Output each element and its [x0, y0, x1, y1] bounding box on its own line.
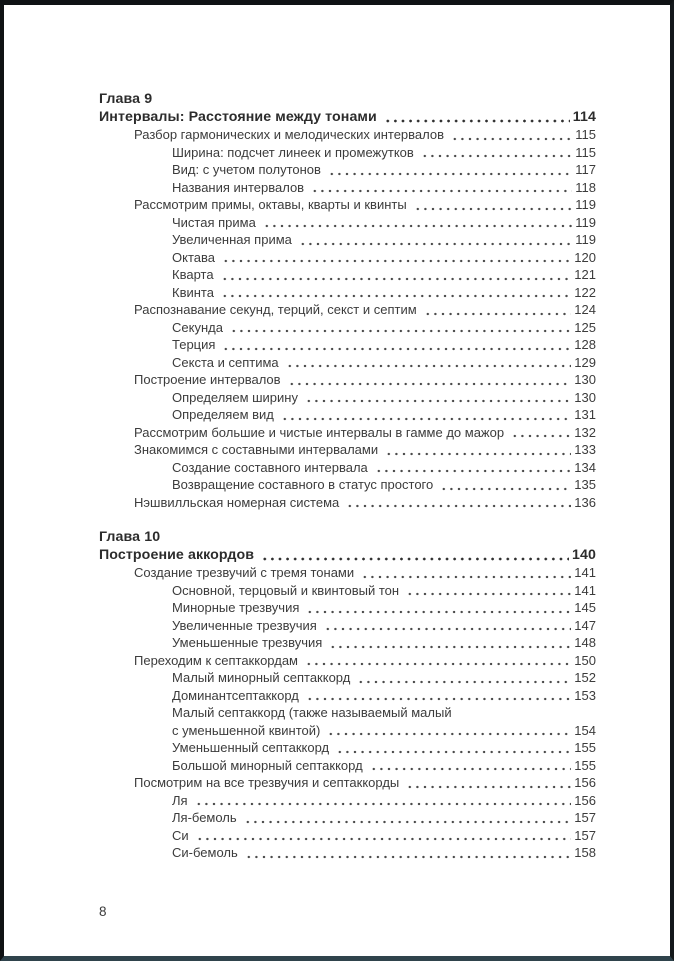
toc-entry	[99, 284, 596, 302]
entry-page-number: 125	[574, 319, 596, 335]
table-of-contents	[99, 91, 596, 862]
chapter-label	[99, 91, 596, 109]
toc-entry	[99, 459, 596, 477]
entry-title: Чистая прима	[172, 214, 256, 230]
dot-leader	[336, 749, 571, 755]
dot-leader	[281, 416, 571, 422]
entry-title: Построение интервалов	[134, 372, 281, 387]
entry-page-number: 115	[575, 127, 596, 142]
entry-title: Рассмотрим большие и чистые интервалы в гамме до мажор	[134, 424, 505, 440]
toc-entry	[99, 389, 596, 407]
entry-title: Определяем ширину	[172, 389, 298, 405]
toc-entry	[99, 722, 596, 740]
entry-title: Си	[172, 827, 189, 843]
dot-leader	[324, 626, 572, 632]
entry-title: Большой минорный септаккорд	[172, 757, 363, 773]
entry-title: Посмотрим на все трезвучия и септаккорды	[134, 775, 400, 790]
dot-leader	[263, 223, 572, 229]
entry-page-number: 121	[574, 267, 596, 282]
toc-entry	[99, 617, 596, 635]
dot-leader	[288, 381, 572, 387]
entry-title: Минорные трезвучия	[172, 600, 300, 615]
dot-leader	[424, 311, 572, 317]
entry-page-number: 153	[574, 687, 596, 703]
dot-leader	[329, 644, 571, 650]
toc-entry	[99, 827, 596, 845]
toc-entry	[99, 249, 596, 267]
toc-entry	[99, 214, 596, 232]
folio-page-number: 8	[99, 904, 107, 919]
entry-title: Возвращение составного в статус простого	[172, 477, 434, 492]
toc-entry	[99, 774, 596, 792]
entry-page-number: 133	[574, 442, 596, 457]
dot-leader	[221, 276, 572, 282]
toc-entry	[99, 266, 596, 284]
entry-page-number: 156	[574, 775, 596, 790]
toc-entry	[99, 371, 596, 389]
entry-page-number: 131	[574, 407, 596, 422]
entry-title: Секста и септима	[172, 354, 279, 370]
toc-entry	[99, 844, 596, 862]
toc-entry	[99, 476, 596, 494]
entry-page-number: 141	[574, 565, 596, 580]
entry-title: Секунда	[172, 319, 223, 335]
dot-leader	[346, 503, 571, 509]
dot-leader	[384, 118, 570, 124]
entry-page-number: 154	[574, 722, 596, 738]
dot-leader	[305, 398, 571, 404]
entry-title: Распознавание секунд, терций, секст и септим	[134, 302, 417, 317]
dot-leader	[440, 486, 571, 492]
toc-entry	[99, 336, 596, 354]
entry-page-number: 128	[574, 337, 596, 352]
dot-leader	[375, 468, 572, 474]
entry-page-number: 157	[574, 810, 596, 825]
entry-page-number: 148	[574, 635, 596, 650]
entry-title: Ля-бемоль	[172, 810, 237, 825]
entry-page-number: 130	[574, 389, 596, 405]
entry-title: Малый минорный септаккорд	[172, 670, 351, 685]
entry-title: Создание составного интервала	[172, 459, 368, 475]
dot-leader	[305, 661, 571, 667]
entry-title: Разбор гармонических и мелодических интервалов	[134, 127, 445, 142]
dot-leader	[286, 363, 572, 369]
entry-title: Вид: с учетом полутонов	[172, 162, 321, 177]
dot-leader	[327, 731, 571, 737]
entry-title: Создание трезвучий с тремя тонами	[134, 565, 355, 580]
toc-entry	[99, 687, 596, 705]
entry-page-number: 134	[574, 459, 596, 475]
entry-title: Нэшвилльская номерная система	[134, 494, 340, 510]
entry-title: Уменьшенный септаккорд	[172, 740, 330, 755]
entry-page-number: 124	[574, 302, 596, 317]
toc-entry	[99, 319, 596, 337]
entry-page-number: 150	[574, 652, 596, 668]
chapter-title	[99, 547, 596, 565]
entry-title: Терция	[172, 337, 216, 352]
entry-page-number: 156	[574, 792, 596, 808]
entry-title: с уменьшенной квинтой)	[172, 722, 321, 738]
toc-entry	[99, 792, 596, 810]
toc-entry	[99, 196, 596, 214]
toc-entry	[99, 669, 596, 687]
entry-title: Квинта	[172, 284, 214, 300]
dot-leader	[230, 328, 571, 334]
entry-title: Октава	[172, 249, 215, 265]
toc-entry	[99, 441, 596, 459]
toc-entry	[99, 809, 596, 827]
toc-entry	[99, 757, 596, 775]
dot-leader	[222, 346, 571, 352]
dot-leader	[414, 206, 573, 212]
entry-page-number: 157	[574, 827, 596, 843]
toc-entry	[99, 406, 596, 424]
entry-page-number: 118	[575, 179, 596, 195]
dot-leader	[221, 293, 571, 299]
dot-leader	[406, 591, 571, 597]
dot-leader	[511, 433, 571, 439]
chapter-label-text: Глава 9	[99, 91, 153, 107]
entry-page-number: 130	[574, 372, 596, 387]
toc-entry	[99, 564, 596, 582]
dot-leader	[222, 258, 571, 264]
entry-page-number: 115	[575, 144, 596, 160]
entry-page-number: 158	[574, 845, 596, 860]
entry-title: Ширина: подсчет линеек и промежутков	[172, 144, 414, 160]
dot-leader	[361, 574, 571, 580]
entry-title: Кварта	[172, 267, 214, 282]
entry-page-number: 152	[574, 670, 596, 685]
chapter-title	[99, 109, 596, 127]
dot-leader	[244, 819, 572, 825]
entry-title: Названия интервалов	[172, 179, 305, 195]
toc-entry	[99, 179, 596, 197]
entry-title: Си-бемоль	[172, 845, 238, 860]
toc-entry	[99, 704, 596, 722]
dot-leader	[421, 153, 572, 159]
toc-section	[99, 91, 596, 511]
toc-entry	[99, 354, 596, 372]
entry-title: Определяем вид	[172, 407, 274, 422]
dot-leader	[370, 766, 572, 772]
dot-leader	[328, 171, 572, 177]
chapter-page-number: 140	[572, 546, 596, 563]
entry-page-number: 132	[574, 424, 596, 440]
entry-page-number: 135	[574, 477, 596, 492]
entry-title: Знакомимся с составными интервалами	[134, 442, 379, 457]
entry-page-number: 136	[574, 494, 596, 510]
dot-leader	[299, 241, 572, 247]
entry-page-number: 119	[575, 232, 596, 247]
toc-entry	[99, 599, 596, 617]
entry-page-number: 119	[575, 197, 596, 212]
chapter-title-text: Интервалы: Расстояние между тонами	[99, 108, 377, 125]
toc-entry	[99, 161, 596, 179]
toc-entry	[99, 652, 596, 670]
toc-entry	[99, 301, 596, 319]
toc-entry	[99, 739, 596, 757]
entry-page-number: 141	[574, 582, 596, 598]
dot-leader	[451, 136, 572, 142]
entry-page-number: 147	[574, 617, 596, 633]
entry-title: Ля	[172, 792, 188, 808]
dot-leader	[311, 188, 572, 194]
dot-leader	[261, 556, 569, 562]
entry-title: Малый септаккорд (также называемый малый	[172, 705, 452, 720]
entry-page-number: 145	[574, 600, 596, 615]
entry-page-number: 155	[574, 740, 596, 755]
chapter-page-number: 114	[572, 108, 596, 125]
toc-entry	[99, 126, 596, 144]
dot-leader	[385, 451, 571, 457]
toc-section	[99, 529, 596, 862]
entry-title: Основной, терцовый и квинтовый тон	[172, 582, 400, 598]
entry-page-number: 117	[575, 162, 596, 177]
entry-title: Увеличенная прима	[172, 232, 292, 247]
dot-leader	[306, 609, 571, 615]
dot-leader	[245, 854, 572, 860]
dot-leader	[357, 679, 571, 685]
toc-entry	[99, 634, 596, 652]
entry-page-number: 155	[574, 757, 596, 773]
entry-title: Доминантсептаккорд	[172, 687, 299, 703]
entry-title: Переходим к септаккордам	[134, 652, 298, 668]
entry-page-number: 129	[574, 354, 596, 370]
toc-entry	[99, 424, 596, 442]
dot-leader	[406, 784, 571, 790]
toc-entry	[99, 231, 596, 249]
dot-leader	[306, 696, 571, 702]
dot-leader	[195, 801, 572, 807]
entry-title: Уменьшенные трезвучия	[172, 635, 323, 650]
entry-page-number: 122	[574, 284, 596, 300]
entry-title: Увеличенные трезвучия	[172, 617, 317, 633]
toc-entry	[99, 144, 596, 162]
entry-page-number: 120	[574, 249, 596, 265]
chapter-label-text: Глава 10	[99, 529, 161, 545]
toc-entry	[99, 582, 596, 600]
entry-title: Рассмотрим примы, октавы, кварты и квинты	[134, 197, 407, 212]
dot-leader	[196, 836, 572, 842]
entry-page-number: 119	[575, 214, 596, 230]
chapter-label	[99, 529, 596, 547]
toc-entry	[99, 494, 596, 512]
chapter-title-text: Построение аккордов	[99, 546, 255, 563]
